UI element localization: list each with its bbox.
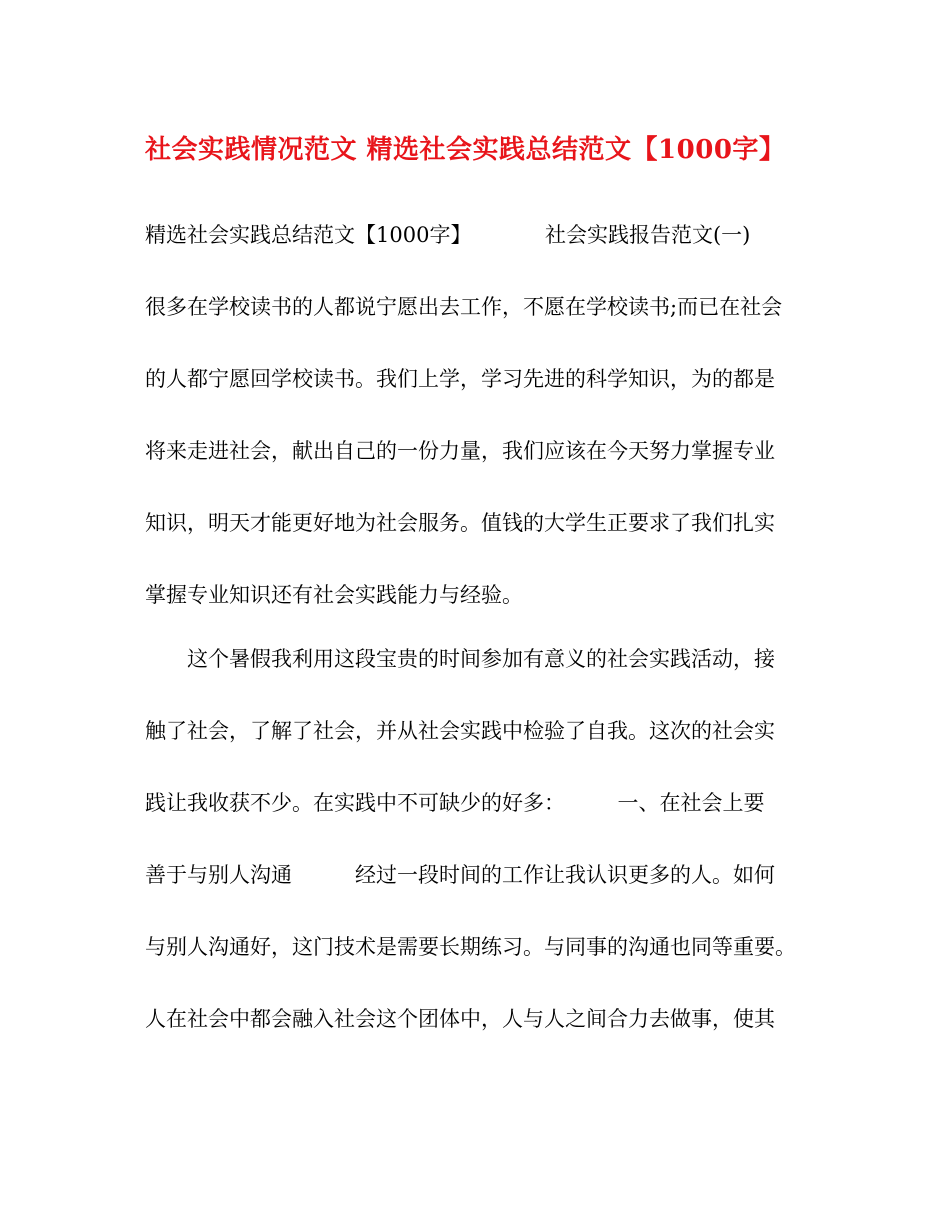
body-line: 掌握专业知识还有社会实践能力与经验。 bbox=[145, 583, 523, 607]
body-line: 践让我收获不少。在实践中不可缺少的好多： 一、在社会上要 bbox=[145, 791, 765, 815]
body-line: 很多在学校读书的人都说宁愿出去工作，不愿在学校读书;而已在社会 bbox=[145, 295, 783, 319]
body-line: 人在社会中都会融入社会这个团体中，人与人之间合力去做事，使其 bbox=[145, 1007, 775, 1031]
body-line: 与别人沟通好，这门技术是需要长期练习。与同事的沟通也同等重要。 bbox=[145, 935, 796, 959]
body-line: 的人都宁愿回学校读书。我们上学，学习先进的科学知识，为的都是 bbox=[145, 367, 775, 391]
body-line: 善于与别人沟通 经过一段时间的工作让我认识更多的人。如何 bbox=[145, 863, 775, 887]
body-line: 触了社会，了解了社会，并从社会实践中检验了自我。这次的社会实 bbox=[145, 719, 775, 743]
body-line: 这个暑假我利用这段宝贵的时间参加有意义的社会实践活动，接 bbox=[145, 647, 775, 671]
body-line: 将来走进社会，献出自己的一份力量，我们应该在今天努力掌握专业 bbox=[145, 439, 775, 463]
body-line: 知识，明天才能更好地为社会服务。值钱的大学生正要求了我们扎实 bbox=[145, 511, 775, 535]
document-title: 社会实践情况范文 精选社会实践总结范文【1000字】 bbox=[145, 135, 786, 165]
body-line: 精选社会实践总结范文【1000字】 社会实践报告范文(一) bbox=[145, 223, 751, 247]
